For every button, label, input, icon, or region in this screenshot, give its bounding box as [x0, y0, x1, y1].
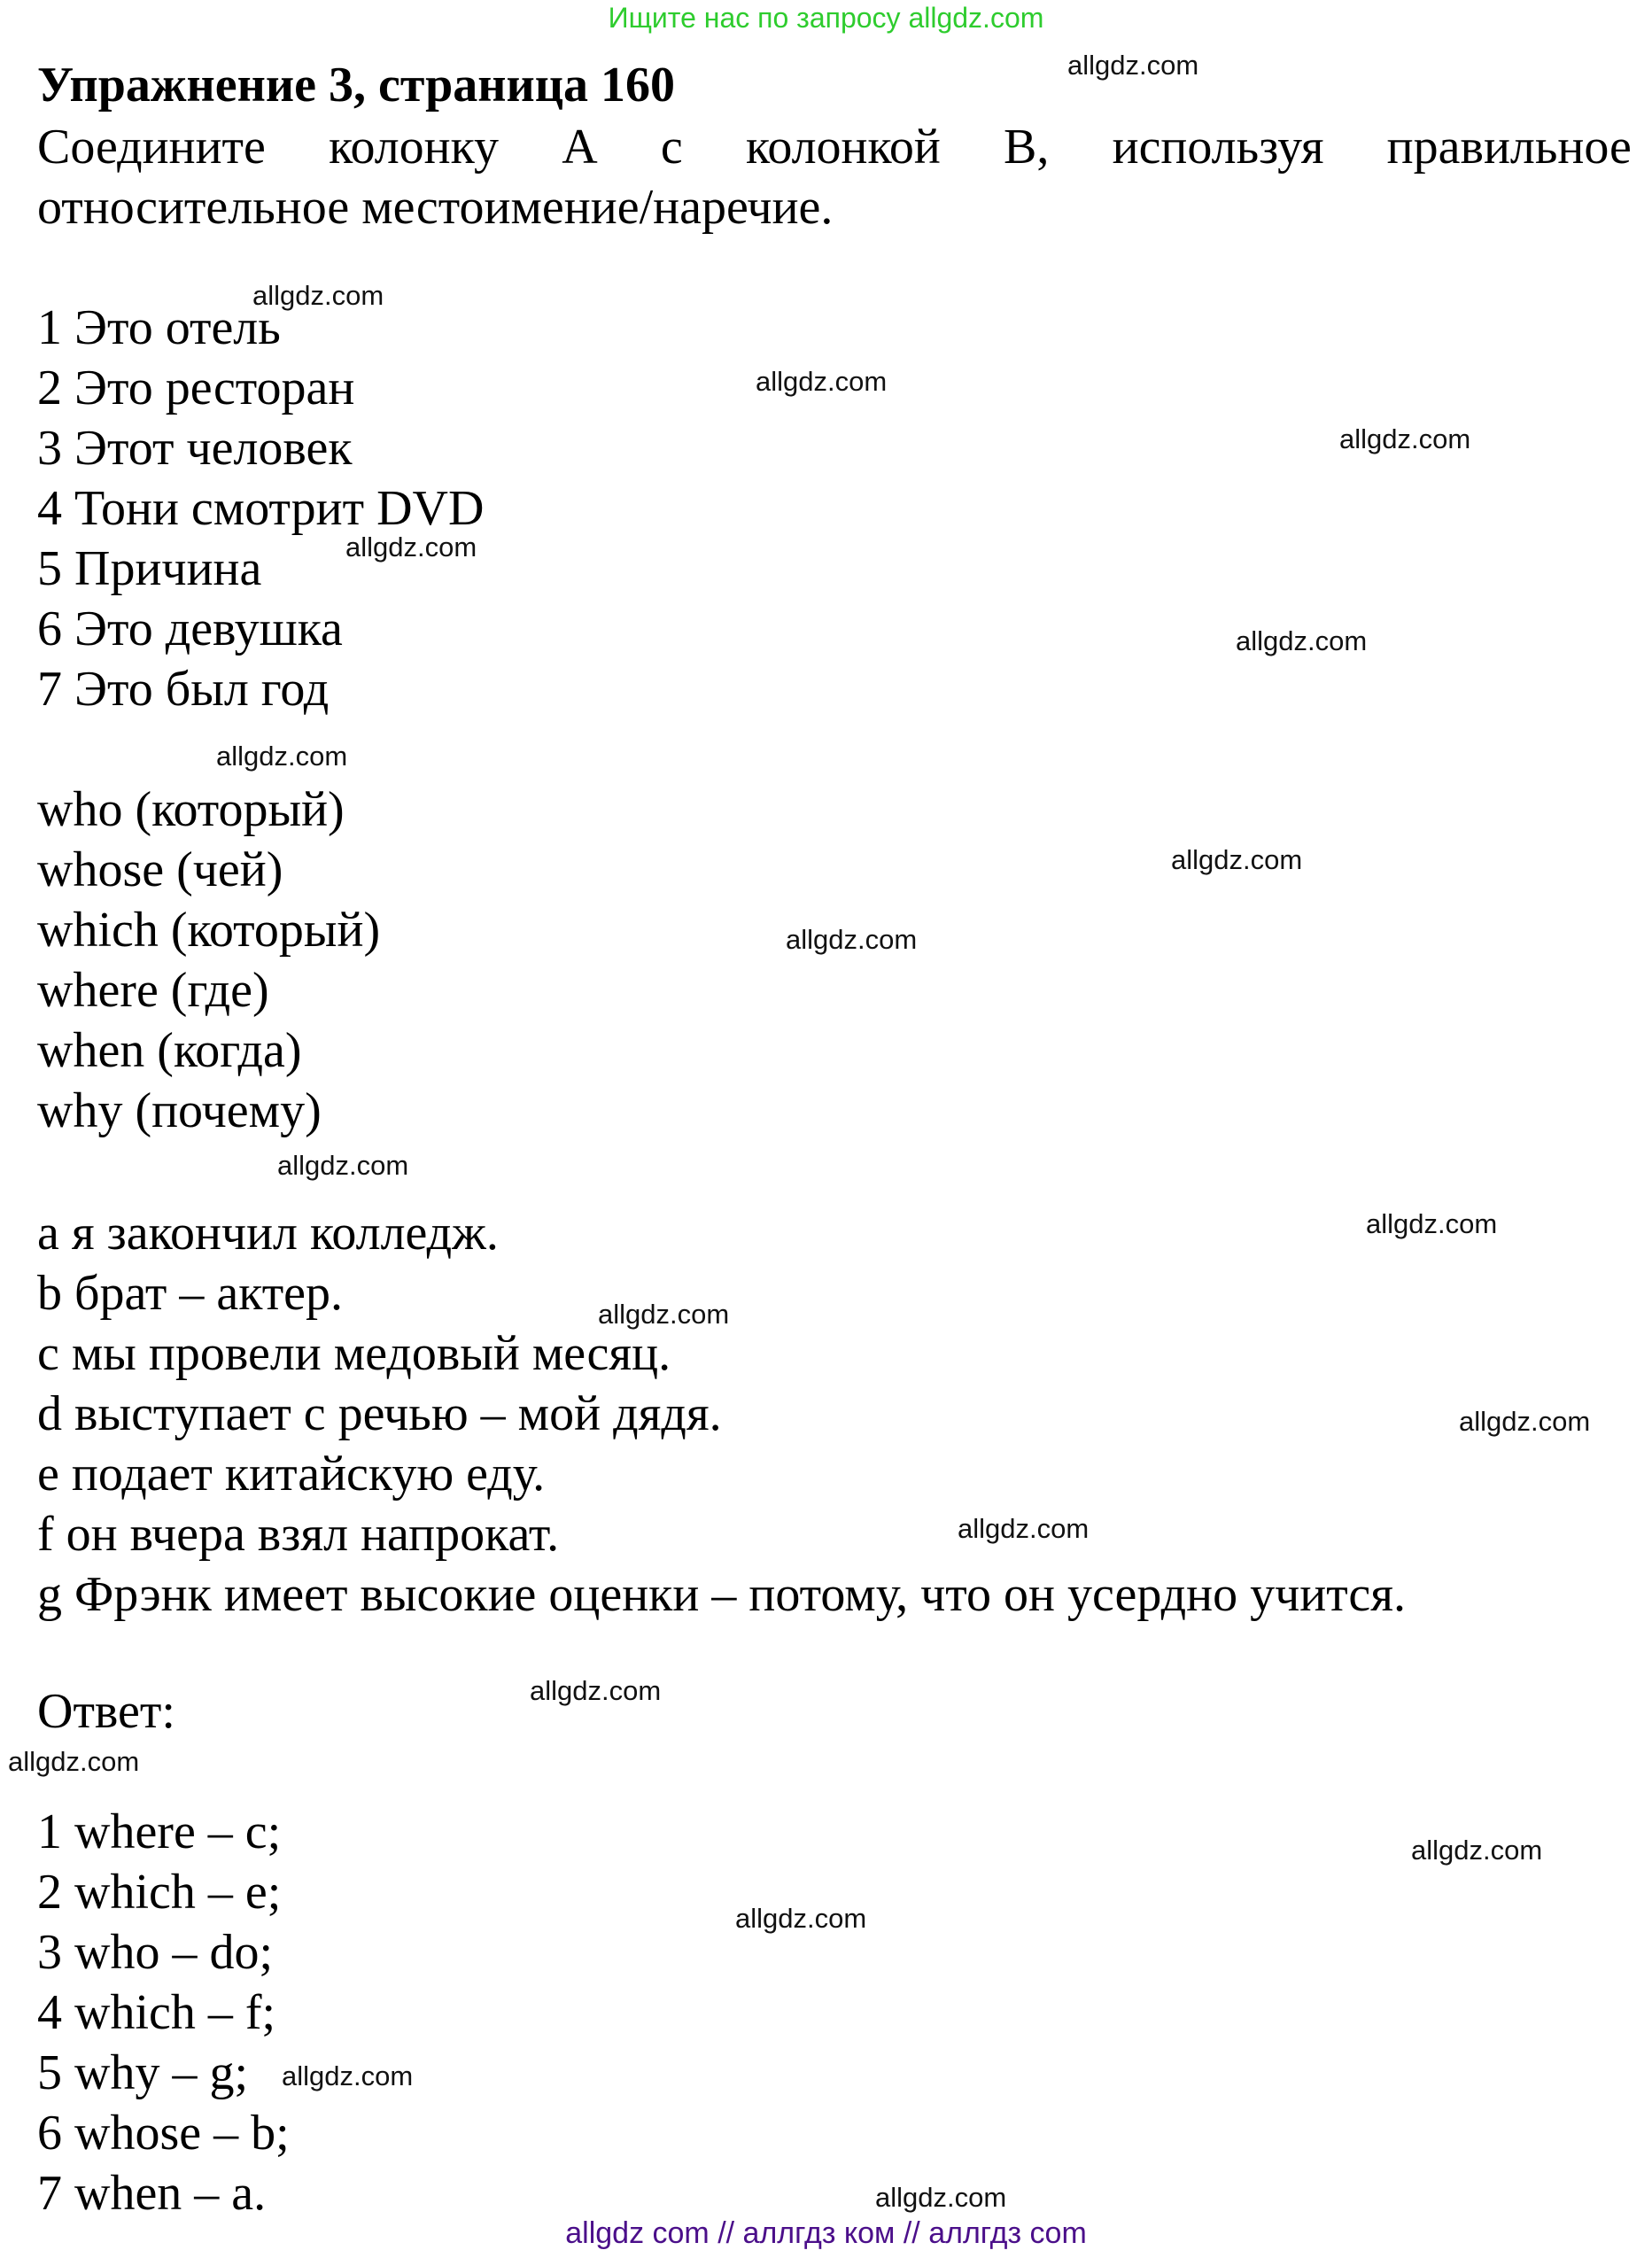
instruction-word: колонкой	[745, 120, 941, 175]
watermark: allgdz.com	[1366, 1208, 1498, 1239]
pronoun-list	[37, 780, 380, 1141]
instruction-word: используя	[1112, 120, 1324, 175]
watermark: allgdz.com	[1339, 423, 1471, 454]
watermark: allgdz.com	[735, 1903, 867, 1934]
watermark: allgdz.com	[1459, 1406, 1591, 1437]
instruction-line-2: относительное местоимение/наречие.	[37, 180, 834, 235]
answer-label: Ответ:	[37, 1684, 175, 1739]
watermark: allgdz.com	[282, 2060, 414, 2091]
instruction-word: B,	[1004, 120, 1050, 175]
column-a-item: 3 Этот человек	[37, 421, 353, 476]
pronoun-item: which (который)	[37, 903, 381, 958]
watermark: allgdz.com	[1411, 1835, 1543, 1866]
answer-list	[37, 1802, 290, 2223]
answer-item: 6 whose – b;	[37, 2106, 290, 2161]
instruction-line-1	[37, 117, 1632, 177]
column-b-item: b брат – актер.	[37, 1266, 344, 1321]
instruction-word: Соедините	[37, 120, 266, 175]
watermark: allgdz.com	[530, 1675, 662, 1706]
watermark: allgdz.com	[756, 366, 888, 397]
column-b-item: e подает китайскую еду.	[37, 1447, 546, 1501]
watermark: allgdz.com	[8, 1746, 140, 1777]
pronoun-item: whose (чей)	[37, 842, 283, 897]
watermark: allgdz.com	[1171, 844, 1303, 875]
watermark: allgdz.com	[958, 1513, 1090, 1544]
column-b-item: c мы провели медовый месяц.	[37, 1326, 671, 1381]
instruction-word: колонку	[329, 120, 500, 175]
answer-item: 7 when – a.	[37, 2166, 267, 2221]
watermark: allgdz.com	[277, 1150, 409, 1181]
pronoun-item: who (который)	[37, 782, 345, 837]
watermark: allgdz.com	[786, 924, 918, 955]
watermark: allgdz.com	[1236, 625, 1368, 656]
watermark: allgdz.com	[1067, 50, 1199, 81]
column-a-item: 7 Это был год	[37, 662, 330, 717]
column-a-item: 5 Причина	[37, 541, 262, 596]
watermark: allgdz.com	[875, 2182, 1007, 2213]
watermark: allgdz.com	[345, 532, 477, 563]
watermark: allgdz.com	[598, 1299, 730, 1330]
watermark: allgdz.com	[252, 280, 384, 311]
column-a-item: 4 Тони смотрит DVD	[37, 481, 485, 536]
exercise-instruction	[37, 117, 1632, 237]
footer-links[interactable]: allgdz com // аллгдз ком // аллгдз com	[565, 2216, 1087, 2250]
column-a-list	[37, 298, 484, 719]
pronoun-item: why (почему)	[37, 1083, 322, 1138]
column-b-list	[37, 1203, 1406, 1625]
answer-item: 3 who – do;	[37, 1925, 273, 1980]
search-banner[interactable]: Ищите нас по запросу allgdz.com	[608, 2, 1044, 34]
answer-item: 4 which – f;	[37, 1985, 276, 2040]
instruction-word: A	[562, 120, 598, 175]
column-a-item: 2 Это ресторан	[37, 361, 355, 415]
column-b-item: a я закончил колледж.	[37, 1206, 499, 1261]
instruction-word: с	[660, 120, 683, 175]
pronoun-item: when (когда)	[37, 1023, 302, 1078]
pronoun-item: where (где)	[37, 963, 269, 1018]
column-b-item: d выступает с речью – мой дядя.	[37, 1386, 722, 1441]
column-b-item: g Фрэнк имеет высокие оценки – потому, что он усердно учится.	[37, 1567, 1406, 1622]
watermark: allgdz.com	[216, 741, 348, 772]
instruction-word: правильное	[1386, 120, 1632, 175]
answer-item: 1 where – c;	[37, 1804, 282, 1859]
column-a-item: 1 Это отель	[37, 300, 281, 355]
column-a-item: 6 Это девушка	[37, 601, 343, 656]
answer-item: 5 why – g;	[37, 2045, 248, 2100]
exercise-title: Упражнение 3, страница 160	[37, 58, 676, 113]
answer-item: 2 which – e;	[37, 1865, 282, 1920]
column-b-item: f он вчера взял напрокат.	[37, 1507, 560, 1562]
